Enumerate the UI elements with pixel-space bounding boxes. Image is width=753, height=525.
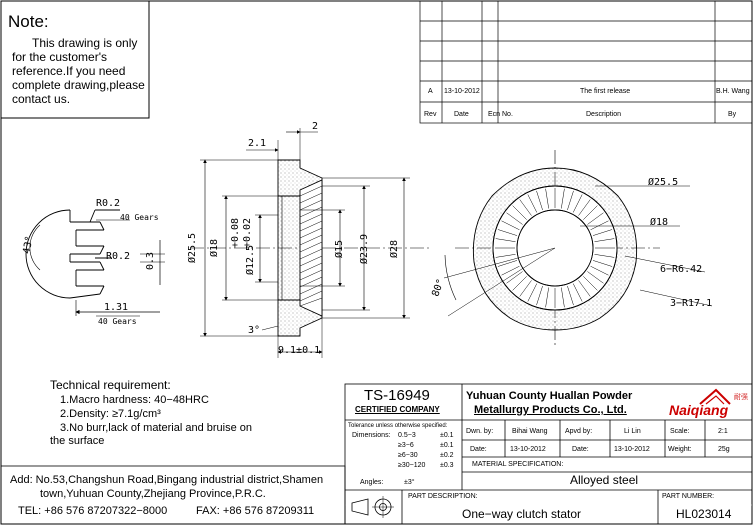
by-header: By <box>728 111 737 118</box>
note-line-5: contact us. <box>12 92 71 106</box>
tech-title: Technical requirement: <box>50 378 171 392</box>
tech-item-2: 2.Density: ≥7.1g/cm³ <box>60 408 161 420</box>
tech-item-4: the surface <box>50 435 105 447</box>
company-line-1: Yuhuan County Huallan Powder <box>466 390 633 402</box>
part-number-label: PART NUMBER: <box>662 493 715 500</box>
dim-r02-mid: R0.2 <box>106 251 131 262</box>
logo-cn: 耐强 <box>734 394 748 401</box>
tol-value-4: ±0.3 <box>440 462 454 469</box>
tech-item-1: 1.Macro hardness: 40−48HRC <box>60 394 209 406</box>
address-line-1: Add: No.53,Changshun Road,Bingang industrial district,Shamen <box>10 474 324 486</box>
dim-angle-80: 80° <box>430 277 447 299</box>
note-line-4: complete drawing,please <box>12 78 145 92</box>
dim-1-31: 1.31 <box>104 302 129 313</box>
dim-gears-bottom: 40 Gears <box>98 317 137 326</box>
date-value-2: 13-10-2012 <box>614 446 650 453</box>
cert-subtitle: CERTIFIED COMPANY <box>355 405 440 414</box>
tol-range-1: 0.5−3 <box>398 432 416 439</box>
dim-gears-top: 40 Gears <box>120 213 159 222</box>
dim-d18: Ø18 <box>209 238 221 258</box>
angles-tolerance: ±3° <box>404 479 415 486</box>
scale-value: 2:1 <box>718 428 728 435</box>
dim-2-1: 2.1 <box>248 138 267 149</box>
dim-d23-9: Ø23.9 <box>359 233 371 265</box>
rev-by-cell: B.H. Wang <box>716 88 750 95</box>
part-number: HL023014 <box>676 507 732 521</box>
logo-text: Naiqiang <box>669 402 729 418</box>
weight-value: 25g <box>718 446 730 453</box>
dim-r02-top: R0.2 <box>96 198 121 209</box>
scale-label: Scale: <box>670 428 690 435</box>
dim-d28: Ø28 <box>389 239 401 259</box>
rev-date-cell: 13-10-2012 <box>444 88 480 95</box>
approved-by-label: Apvd by: <box>565 428 593 435</box>
ecn-header: Ecn No. <box>488 111 513 118</box>
dim-9-1: 9.1±0.1 <box>278 345 321 356</box>
tol-range-3: ≥6−30 <box>398 452 418 459</box>
projection-symbol <box>352 496 394 518</box>
note-line-3: reference.If you need <box>12 64 126 78</box>
rev-description-cell: The first release <box>580 88 631 95</box>
date-label-1: Date: <box>470 446 487 453</box>
fax: FAX: +86 576 87209311 <box>196 505 315 517</box>
note-line-1: This drawing is only <box>32 36 138 50</box>
dimensions-label: Dimensions: <box>352 432 391 439</box>
dim-r17-1: 3−R17.1 <box>670 298 713 309</box>
date-header: Date <box>454 111 469 118</box>
rev-header: Rev <box>424 111 437 118</box>
telephone: TEL: +86 576 87207322−8000 <box>18 505 168 517</box>
dim-d25-5: Ø25.5 <box>187 232 199 264</box>
note-line-2: for the customer's <box>12 50 107 64</box>
company-line-2: Metallurgy Products Co., Ltd. <box>474 404 627 416</box>
dim-2: 2 <box>312 121 319 132</box>
tol-range-2: ≥3−6 <box>398 442 414 449</box>
cert-number: TS-16949 <box>364 387 430 404</box>
drawn-by-label: Dwn. by: <box>466 428 494 435</box>
date-value-1: 13-10-2012 <box>510 446 546 453</box>
dim-tol-top: +0.08 <box>230 217 242 249</box>
note-title: Note: <box>8 12 49 31</box>
drawn-by: Bihai Wang <box>512 428 548 435</box>
material-value: Alloyed steel <box>570 473 639 487</box>
tol-value-1: ±0.1 <box>440 432 454 439</box>
dim-d12-5: Ø12.5 <box>245 244 257 276</box>
part-description-label: PART DESCRIPTION: <box>408 493 478 500</box>
tolerance-title: Tolerance unless otherwise specified: <box>348 423 448 429</box>
dim-angle-3: 3° <box>248 325 261 336</box>
description-header: Description <box>586 111 622 118</box>
dim-angle-43: 43° <box>21 235 36 255</box>
tol-value-2: ±0.1 <box>440 442 454 449</box>
tol-range-4: ≥30−120 <box>398 462 426 469</box>
rev-cell: A <box>428 88 433 95</box>
approved-by: Li Lin <box>624 428 641 435</box>
address-line-2: town,Yuhuan County,Zhejiang Province,P.R.C. <box>40 488 266 500</box>
dim-c18: Ø18 <box>650 217 669 228</box>
weight-label: Weight: <box>668 446 692 453</box>
angles-label: Angles: <box>360 479 384 486</box>
dim-c25-5: Ø25.5 <box>648 177 679 188</box>
date-label-2: Date: <box>572 446 589 453</box>
part-description: One−way clutch stator <box>462 507 582 521</box>
material-label: MATERIAL SPECIFICATION: <box>472 461 564 468</box>
revision-table-grid <box>420 1 752 123</box>
dim-r6-42: 6−R6.42 <box>660 264 703 275</box>
tech-item-3: 3.No burr,lack of material and bruise on <box>60 422 252 434</box>
dim-d15: Ø15 <box>334 239 346 259</box>
dim-tol-bottom: +0.02 <box>242 217 254 249</box>
dim-0-3: 0.3 <box>145 251 157 271</box>
tol-value-3: ±0.2 <box>440 452 454 459</box>
